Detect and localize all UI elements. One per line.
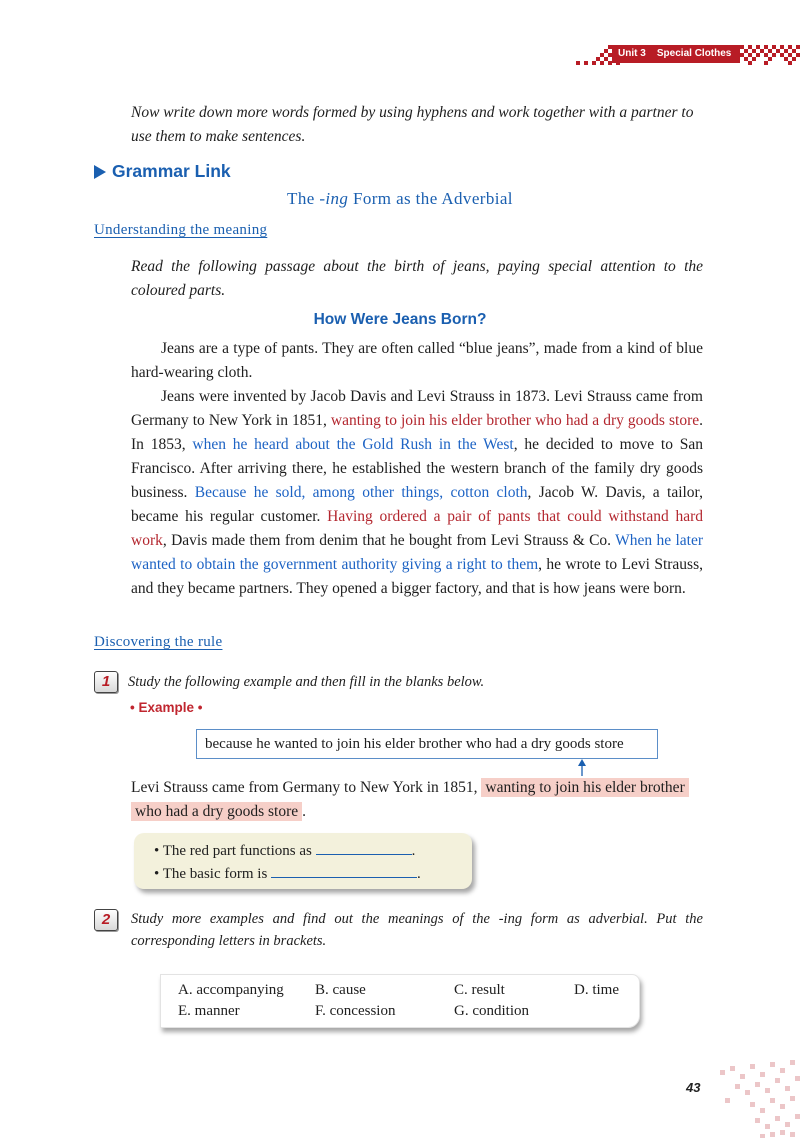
fill-line-1: • The red part functions as . <box>154 840 415 861</box>
option-c: C. result <box>454 982 505 998</box>
highlight-blue-1: when he heard about the Gold Rush in the West <box>192 436 514 453</box>
checker-pattern-right <box>740 40 800 68</box>
grammar-title: The -ing Form as the Adverbial <box>287 189 513 208</box>
highlight-phrase-2: who had a dry goods store <box>131 802 302 821</box>
highlight-red-2: Having ordered a pair of pants that could withstand hard work <box>131 508 703 549</box>
highlight-red-1: wanting to join his elder brother who had a dry goods store <box>330 412 700 429</box>
activity1-instruction: Study the following example and then fill in the blanks below. <box>128 674 485 690</box>
corner-pixel-pattern <box>700 1058 800 1138</box>
section-heading-understanding: Understanding the meaning <box>94 222 268 238</box>
reading-instruction: Read the following passage about the birth of jeans, paying special attention to the coloured parts. <box>131 258 703 299</box>
up-arrow-icon <box>576 759 588 777</box>
blank-form[interactable] <box>271 863 417 878</box>
activity-number-2: 2 <box>94 909 118 931</box>
fill-line-2: • The basic form is . <box>154 863 421 884</box>
blank-function[interactable] <box>316 840 412 855</box>
fill-in-box <box>134 833 472 889</box>
activity2-instruction: Study more examples and find out the meanings of the -ing form as adverbial. Put the corresponding letters in brackets. <box>131 911 703 949</box>
example-label: • Example • <box>130 700 203 715</box>
option-b: B. cause <box>315 982 366 998</box>
passage-body <box>131 337 703 601</box>
triangle-arrow-icon <box>94 165 106 179</box>
option-d: D. time <box>574 982 619 998</box>
grammar-link-heading <box>94 161 231 182</box>
highlight-blue-3: When he later wanted to obtain the government authority giving a right to them <box>131 532 703 573</box>
activity-number-1: 1 <box>94 671 118 693</box>
option-a: A. accompanying <box>178 982 284 998</box>
example-sentence: Levi Strauss came from Germany to New York in 1851, wanting to join his elder brother who had a dry goods store . <box>131 776 711 824</box>
option-g: G. condition <box>454 1003 529 1019</box>
option-f: F. concession <box>315 1003 396 1019</box>
grammar-link-label: Grammar Link <box>112 161 231 181</box>
highlight-phrase-1: wanting to join his elder brother <box>481 778 688 797</box>
highlight-blue-2: Because he sold, among other things, cotton cloth <box>194 484 528 501</box>
option-e: E. manner <box>178 1003 240 1019</box>
unit-banner: Unit 3 Special Clothes <box>612 45 740 63</box>
section-heading-discovering: Discovering the rule <box>94 634 223 650</box>
passage-paragraph-1: Jeans are a type of pants. They are often called “blue jeans”, made from a kind of blue hard-wearing cloth. <box>131 340 703 381</box>
passage-paragraph-2: Jeans were invented by Jacob Davis and Levi Strauss in 1873. Levi Strauss came from Germany to New York in 1851, wanting to join his elder brother who had a dry goods store. In 1853, when he heard about the Gold Rush in the West, he decided to move to San Francisco. After arriving there, he established the western branch of the family dry goods business. Because he sold, among other things, cotton cloth, Jacob W. Davis, a tailor, became his regular customer. Having ordered a pair of pants that could withstand hard work, Davis made them from denim that he bought from Levi Strauss & Co. When he later wanted to obtain the government authority giving a right to them, he wrote to Levi Strauss, and they became partners. They opened a bigger factory, and that is how jeans were born. <box>131 388 704 597</box>
intro-text: Now write down more words formed by using hyphens and work together with a partner to use them to make sentences. <box>131 104 694 145</box>
example-box: because he wanted to join his elder brother who had a dry goods store <box>196 729 658 759</box>
options-box <box>160 974 640 1028</box>
passage-title: How Were Jeans Born? <box>313 311 487 328</box>
page-number: 43 <box>686 1080 701 1095</box>
